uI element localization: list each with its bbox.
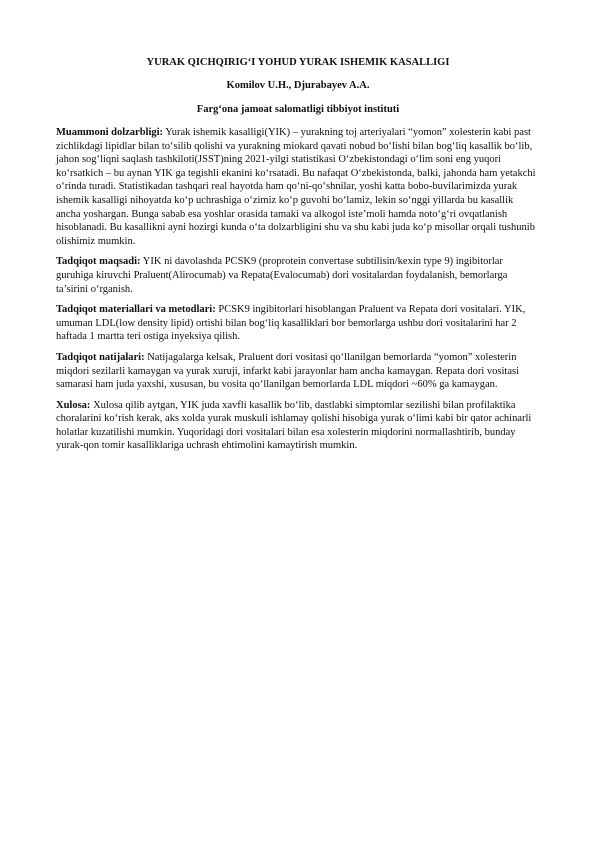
document-authors: Komilov U.H., Djurabayev A.A. bbox=[226, 80, 370, 91]
document-institute: Farg‘ona jamoat salomatligi tibbiyot instituti bbox=[196, 104, 400, 115]
section-text: PCSK9 ingibitorlari hisoblangan Praluent va Repata dori vositalari. YIK, umuman LDL(low density lipid) ortishi bilan bog‘liq kasalliklari bor bemorlarga ushbu dori vositalarini har 2 haftada 1 martta teri ostiga inyeksiya qilish. bbox=[56, 304, 526, 343]
section-conclusion bbox=[56, 399, 540, 453]
section-aim bbox=[56, 255, 540, 296]
section-label: Tadqiqot natijalari: bbox=[56, 351, 145, 363]
section-label: Muammoni dolzarbligi: bbox=[56, 127, 164, 138]
section-label: Tadqiqot materiallari va metodlari: bbox=[56, 304, 216, 316]
section-text: Xulosa qilib aytgan, YIK juda xavfli kasallik bo‘lib, dastlabki simptomlar sezilishi bilan profilaktika choralarini ko‘rish kerak, aks xolda yurak muskuli ishlamay qolishi hisobiga yurak o‘limi kabi bir qator achinarli holatlar kuzatilishi mumkin. Yuqoridagi dori vositalari bilan esa xolesterin miqdorini normallashtirib, bunday yurak-qon tomir kasalliklariga uchrash ehtimolini kamaytirish mumkin. bbox=[56, 399, 532, 452]
section-text: YIK ni davolashda PCSK9 (proprotein convertase subtilisin/kexin type 9) ingibitorlar guruhiga kiruvchi Praluent(Alirocumab) va Repata(Evalocumab) dori vositalardan foydalanish, bemorlarga ta’sirini o‘rganish. bbox=[56, 256, 508, 295]
section-results bbox=[56, 351, 540, 392]
section-materials-methods bbox=[56, 303, 540, 344]
document-title: YURAK QICHQIRIG‘I YOHUD YURAK ISHEMIK KASALLIGI bbox=[146, 57, 450, 68]
section-label: Xulosa: bbox=[56, 399, 91, 411]
section-text: Yurak ishemik kasalligi(YIK) – yurakning toj arteriyalari “yomon” xolesterin kabi past zichlikdagi lipidlar bilan to‘silib qolishi va yurakning miokard qavati nobud bo‘lishi bilan bog‘liq kasallik bo‘lib, jahon sog‘liqni saqlash tashkiloti(JSST)ning 2021-yilgi statistikasi O‘zbekistondagi o‘lim soni eng yuqori ko‘rsatkich – bu aynan YIK ga tegishli ekanini ko‘rsatadi. Bu nafaqat O‘zbekistonda, balki, jahonda ham yetakchi o‘rinda turadi. Statistikadan tashqari real hayotda ham qo‘ni-qo‘shnilar, yoshi katta bobo-buvilarimizda yurak ishemik kasalligi nihoyatda ko‘p uchrashiga o‘zimiz ko‘p guvohi bo‘lamiz, lekin so‘nggi yillarda bu kasallik ancha yoshargan. Bunga sabab esa yoshlar orasida tamaki va alkogol iste’moli hamda noto‘g‘ri ovqatlanish hisoblanadi. Bu kasallikni ayni hozirgi kunda o‘ta dolzarbligini shu va shu kabi juda ko‘p misollar orqali tushunib olishimiz mumkin. bbox=[56, 127, 536, 247]
section-label: Tadqiqot maqsadi: bbox=[56, 256, 141, 268]
section-relevance bbox=[56, 126, 540, 248]
section-text: Natijagalarga kelsak, Praluent dori vositasi qo‘llanilgan bemorlarda “yomon” xolesterin miqdori sezilarli kamaygan va yurak xuruji, infarkt kabi jarayonlar ham ancha kamaygan. Repata dori vositasi samarasi ham juda yaxshi, xususan, bu vosita qo‘llanilgan bemorlarda LDL miqdori ~60% ga kamaygan. bbox=[56, 351, 520, 391]
